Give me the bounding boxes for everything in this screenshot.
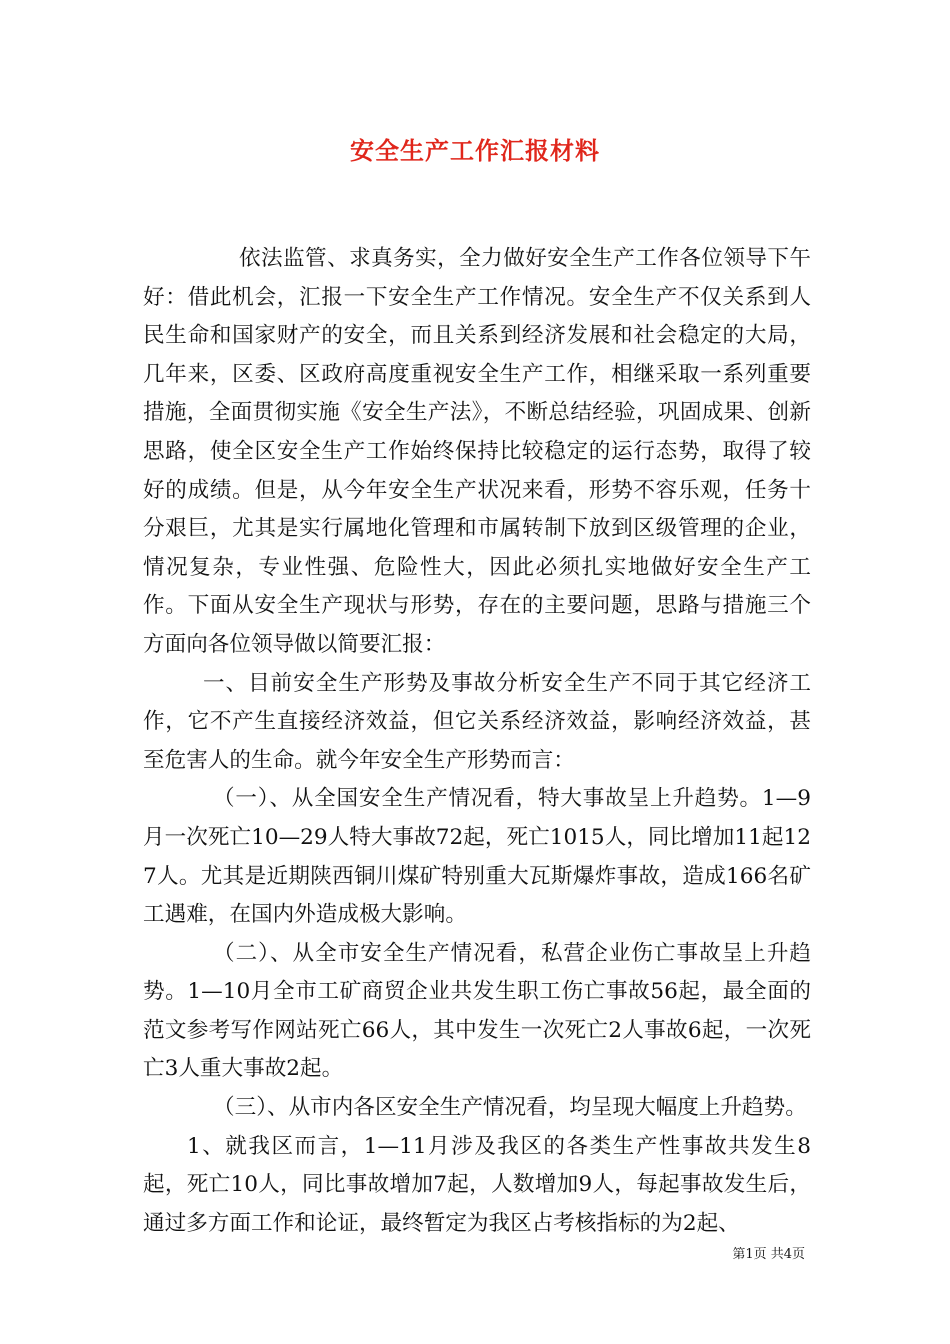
paragraph-intro: 依法监管、求真务实，全力做好安全生产工作各位领导下午好：借此机会，汇报一下安全生产工作情况。安全生产不仅关系到人民生命和国家财产的安全，而且关系到经济发展和社会稳定的大局，几年来，区委、区政府高度重视安全生产工作，相继采取一系列重要措施，全面贯彻实施《安全生产法》，不断总结经验，巩固成果、创新思路，使全区安全生产工作始终保持比较稳定的运行态势，取得了较好的成绩。但是，从今年安全生产状况来看，形势不容乐观，任务十分艰巨，尤其是实行属地化管理和市属转制下放到区级管理的企业，情况复杂，专业性强、危险性大，因此必须扎实地做好安全生产工作。下面从安全生产现状与形势，存在的主要问题，思路与措施三个方面向各位领导做以简要汇报： [143,246,811,657]
paragraph-section-one: 一、目前安全生产形势及事故分析安全生产不同于其它经济工作，它不产生直接经济效益，但它关系经济效益，影响经济效益，甚至危害人的生命。就今年安全生产形势而言： [143,670,811,773]
document-body [143,240,811,1243]
paragraph-city-situation: （二）、从全市安全生产情况看，私营企业伤亡事故呈上升趋势。1—10月全市工矿商贸企业共发生职工伤亡事故56起，最全面的范文参考写作网站死亡66人，其中发生一次死亡2人事故6起，一次死亡3人重大事故2起。 [143,940,811,1082]
paragraph-district-situation: （三）、从市内各区安全生产情况看，均呈现大幅度上升趋势。 [213,1095,807,1121]
paragraph-national-situation: （一）、从全国安全生产情况看，特大事故呈上升趋势。1—9月一次死亡10—29人特大事故72起，死亡1015人，同比增加11起127人。尤其是近期陕西铜川煤矿特别重大瓦斯爆炸事故，造成166名矿工遇难，在国内外造成极大影响。 [143,786,811,928]
page-number-footer: 第1页 共4页 [732,1247,805,1262]
paragraph-our-district: 1、就我区而言，1—11月涉及我区的各类生产性事故共发生8起，死亡10人，同比事故增加7起，人数增加9人，每起事故发生后，通过多方面工作和论证，最终暂定为我区占考核指标的为2起、 [143,1133,811,1236]
document-title: 安全生产工作汇报材料 [350,136,600,165]
